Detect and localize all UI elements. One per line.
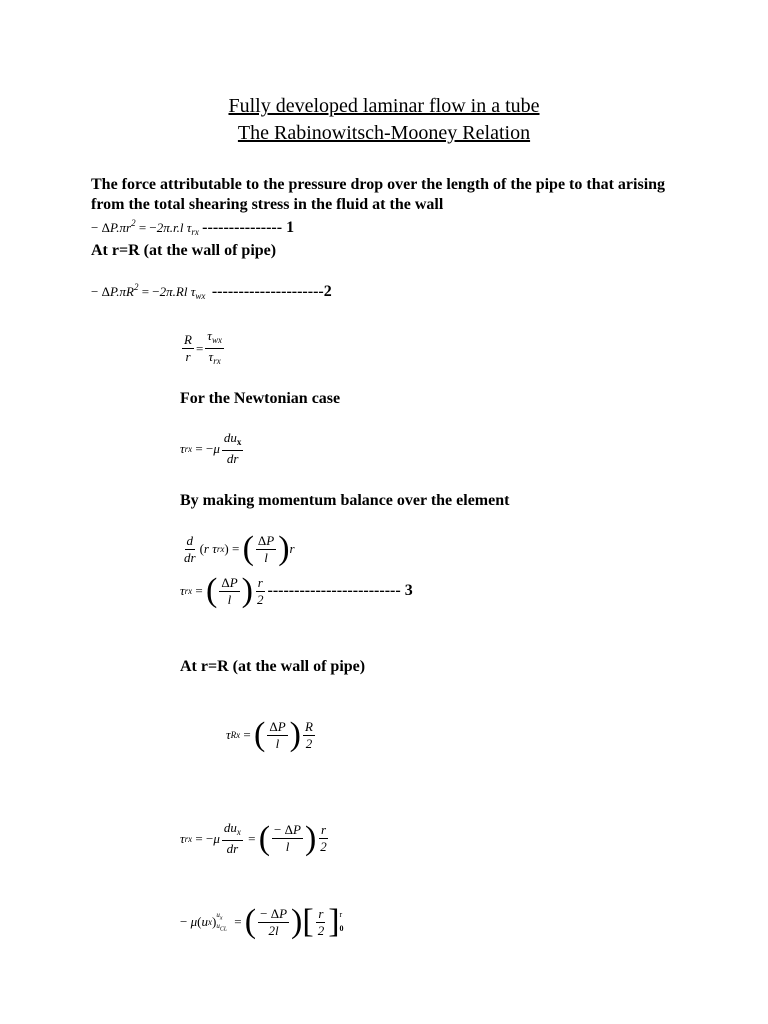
equation-integrated: − μ ( u x ) $u_x$ $u_{CL}$ = ( $\frac{- \Delta P}{2l}$ ) [ $\frac{r}{2}$ ] r 0: [180, 903, 344, 940]
title-line-2: The Rabinowitsch-Mooney Relation: [237, 122, 531, 144]
equation-1: − $\Delta P.\pi r^2 = -2\pi.r.l$ $\tau_{rx}$ --------------- 1: [91, 218, 295, 237]
equation-2-tag: ---------------------2: [211, 283, 332, 300]
equation-velocity-gradient: τ rx = − μ $\frac{du_x}{dr}$ = ( $\frac{- \Delta P}{l}$ ) $\frac{r}{2}$: [180, 819, 327, 857]
intro-line-2: from the total shearing stress in the fluid at the wall: [91, 196, 444, 213]
equation-2: − $\Delta P.\pi R^2 = -2\pi.Rl$ $\tau_{wx}$ ---------------------2: [91, 282, 332, 301]
newtonian-heading: For the Newtonian case: [180, 390, 341, 407]
equation-ratio: $\frac{R}{r}$ = $\frac{\tau_{wx}}{\tau_{rx}}$: [184, 328, 222, 366]
equation-wall-stress: τ Rx = ( $\frac{\Delta P}{l}$ ) $\frac{R}{2}$: [226, 716, 313, 753]
equation-newtonian: τ rx = − μ $\frac{du_x}{dr}$: [180, 430, 242, 466]
equation-3: τ rx = ( $\frac{\Delta P}{l}$ ) $\frac{r}{2}$ ------------------------- 3: [180, 572, 413, 609]
equation-1-tag: --------------- 1: [202, 219, 295, 236]
equation-momentum: $\frac{d}{dr}$ ( r τ rx ) = ( $\frac{\Delta P}{l}$ ) r: [184, 530, 295, 567]
momentum-heading: By making momentum balance over the element: [180, 492, 510, 509]
intro-line-1: The force attributable to the pressure drop over the length of the pipe to that arising: [91, 176, 666, 193]
equation-3-tag: ------------------------- 3: [267, 582, 413, 599]
title-line-1: Fully developed laminar flow in a tube: [228, 95, 540, 117]
at-wall-heading-2: At r=R (at the wall of pipe): [180, 658, 366, 675]
at-wall-heading-1: At r=R (at the wall of pipe): [91, 242, 277, 259]
